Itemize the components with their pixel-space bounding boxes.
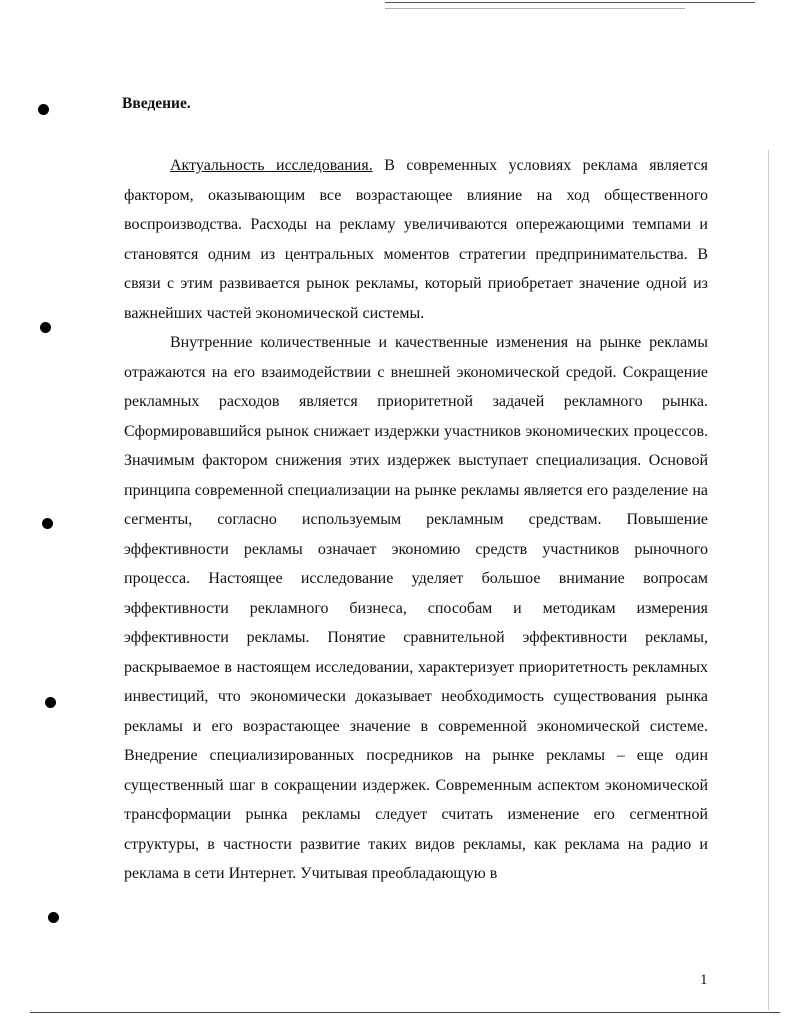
page-number: 1 [700,972,708,988]
scan-edge-line [385,2,755,3]
relevance-text: В современных условиях реклама является фактором, оказывающим все возрастающее влияние на ход общественного воспроизводства. Расходы на рекламу увеличиваются опережающими темпами и становятся одним из центральных моментов стратегии предпринимательства. В связи с этим развивается рынок рекламы, который приобретает значение одной из важнейших частей экономической системы. [124,157,708,322]
scan-edge-line [385,8,685,9]
punch-hole-mark [45,697,56,708]
section-heading: Введение. [122,95,191,112]
paragraph-market-changes: Внутренние количественные и качественные изменения на рынке рекламы отражаются на его взаимодействии с внешней экономической средой. Сокращение рекламных расходов является приоритетной задачей рекламного рынка. Сформировавшийся рынок снижает издержки участников экономических процессов. Значимым фактором снижения этих издержек выступает специализация. Основой принципа современной специализации на рынке рекламы является его разделение на сегменты, согласно используемым рекламным средствам. Повышение эффективности рекламы означает экономию средств участников рыночного процесса. Настоящее исследование уделяет большое внимание вопросам эффективности рекламного бизнеса, способам и методикам измерения эффективности рекламы. Понятие сравнительной эффективности рекламы, раскрываемое в настоящем исследовании, характеризует приоритетность рекламных инвестиций, что экономически доказывает необходимость существования рынка рекламы и его возрастающее значение в современной экономической системе. Внедрение специализированных посредников на рынке рекламы – еще один существенный шаг в сокращении издержек. Современным аспектом экономической трансформации рынка рекламы следует считать изменение его сегментной структуры, в частности развитие таких видов рекламы, как реклама на радио и реклама в сети Интернет. Учитывая преобладающую в [124,334,708,882]
scan-edge-line [768,150,769,1010]
scan-edge-line [30,1012,780,1013]
relevance-label: Актуальность исследования. [170,157,373,174]
punch-hole-mark [42,518,53,529]
punch-hole-mark [48,912,59,923]
paragraph-relevance [124,151,708,328]
punch-hole-mark [40,322,51,333]
document-body [124,151,708,889]
punch-hole-mark [38,104,49,115]
